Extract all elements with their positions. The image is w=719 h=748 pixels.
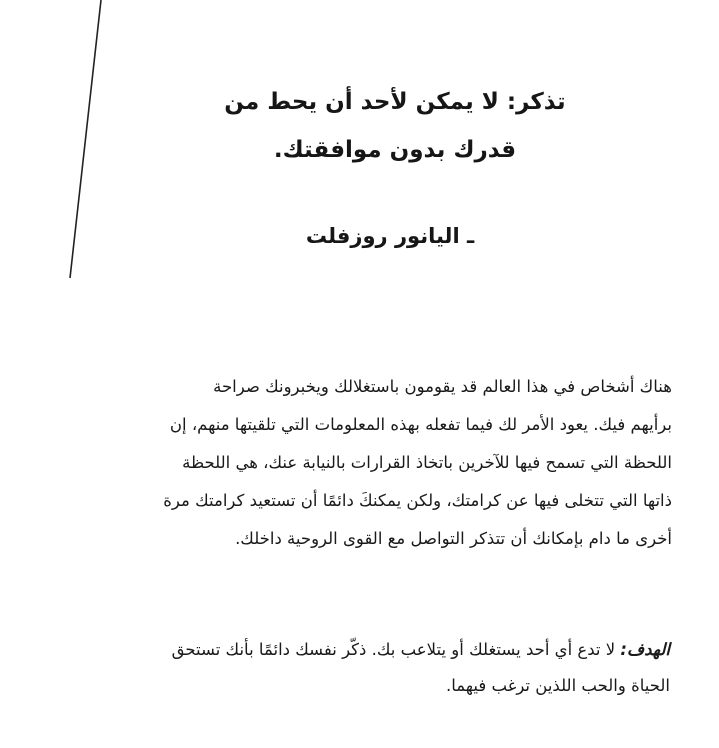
quote-author: ـ اليانور روزفلت [305, 224, 475, 248]
quote-line-1: تذكر: لا يمكن لأحد أن يحط من [224, 89, 566, 115]
body-paragraph [60, 368, 672, 558]
goal-label: الهدف: [620, 640, 670, 659]
goal-line-2: الحياة والحب اللذين ترغب فيهما. [445, 676, 670, 695]
body-line-3: اللحظة التي تسمح فيها للآخرين باتخاذ القرارات بالنيابة عنك، هي اللحظة [182, 453, 672, 472]
goal-text-1: لا تدع أي أحد يستغلك أو يتلاعب بك. ذكّر نفسك دائمًا بأنك تستحق [171, 640, 621, 659]
body-line-4: ذاتها التي تتخلى فيها عن كرامتك، ولكن يمكنكَ دائمًا أن تستعيد كرامتك مرة [163, 491, 672, 510]
body-line-2: برأيهم فيك. يعود الأمر لك فيما تفعله بهذه المعلومات التي تلقيتها منهم، إن [169, 415, 672, 434]
goal-line-1 [30, 632, 670, 668]
epigraph-quote [200, 78, 590, 174]
goal-section [30, 632, 670, 704]
quote-line-2: قدرك بدون موافقتك. [273, 137, 517, 163]
body-line-1: هناك أشخاص في هذا العالم قد يقومون باستغلالك ويخبرونك صراحة [213, 377, 672, 396]
body-line-5: أخرى ما دام بإمكانك أن تتذكر التواصل مع القوى الروحية داخلك. [235, 529, 672, 548]
